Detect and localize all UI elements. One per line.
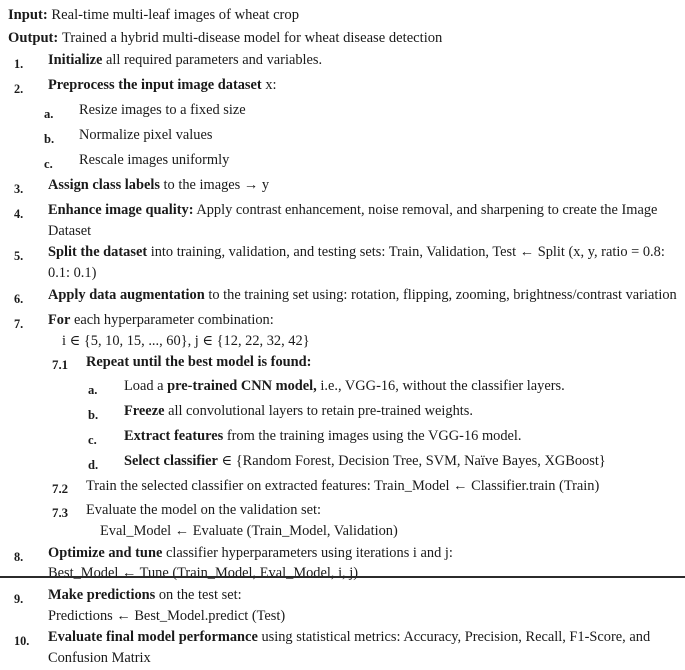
step-body [48,543,681,585]
step-row [4,543,681,585]
step-bold-text: Apply data augmentation [48,286,205,303]
substep-number: 7.3 [52,506,69,521]
step-number: 10. [14,634,30,649]
substep-rest-text: all convolutional layers to retain pre-trained weights. [164,403,473,420]
step-rest-text: into training, validation, and testing sets: Train, Validation, Test ← Split (x, y, ratio = 0.8: 0.1: 0.1) [48,244,665,282]
substep-bold-text: pre-trained CNN model, [167,378,317,395]
input-label: Input: [8,7,48,23]
step-continuation: Best_Model ← Tune (Train_Model, Eval_Model, i, j) [48,565,359,582]
substep-body [79,150,681,172]
substep-body [124,451,681,473]
step-bold-text: Make predictions [48,587,156,604]
step-number: 2. [14,82,24,96]
substep-body [124,426,681,448]
step-row [4,50,681,75]
step-row [4,175,681,200]
substep-body [79,125,681,147]
step-row [4,285,681,310]
step-rest-text: to the images → y [159,177,270,193]
substep-row [4,426,681,451]
step-number: 9. [14,592,24,607]
step-body [48,310,681,352]
step-row [4,200,681,242]
substep-bold-text: Freeze [124,403,165,420]
substep-number: 7.2 [52,482,69,497]
step-rest-text: on the test set: [155,587,242,604]
step-number: 4. [14,207,24,221]
step-body [48,627,681,669]
substep-rest-text: Load a [124,378,168,395]
substep-rest-text: Evaluate the model on the validation set: [86,502,321,519]
step-rest-text: classifier hyperparameters using iterations i and j: [162,544,453,561]
substep-row [4,401,681,426]
substep-rest-text: Train the selected classifier on extracted features: Train_Model ← Classifier.train (Train) [86,478,600,495]
step-bold-text: Split the dataset [48,244,148,261]
substep-body [86,500,681,542]
substep-bold-text: Extract features [124,428,224,445]
input-text: Real-time multi-leaf images of wheat crop [51,7,300,23]
step-number: 1. [14,57,24,71]
substep-rest-text: from the training images using the VGG-16 model. [223,428,522,445]
substep-body [79,100,681,122]
step-bold-text: Enhance image quality: [48,202,194,218]
step-row [4,310,681,352]
substep-rest-text: Resize images to a fixed size [79,102,246,118]
substep-rest-text-2: i.e., VGG-16, without the classifier layers. [316,378,565,395]
substep-rest-text: Normalize pixel values [79,127,213,143]
step-rest-text: each hyperparameter combination: [70,311,274,328]
step-rest-text: x: [261,77,277,93]
substep-bold-text: Repeat until the best model is found: [86,354,312,371]
substep-row [4,451,681,476]
step-body [48,585,681,627]
substep-row [4,100,681,125]
step-rest-text: all required parameters and variables. [102,52,323,68]
step-row [4,627,681,669]
step-continuation: i ∈ {5, 10, 15, ..., 60}, j ∈ {12, 22, 32, 42} [62,332,310,349]
substep-number: c. [88,433,97,448]
step-rest-text: using statistical metrics: Accuracy, Precision, Recall, F1-Score, and Confusion Matrix [48,629,651,667]
substep-number: 7.1 [52,358,69,373]
substep-row [4,376,681,401]
step-body [48,285,681,307]
step-number: 8. [14,549,24,564]
step-bold-text: For [48,311,71,328]
substep-row [4,150,681,175]
substep-rest-text: ∈ {Random Forest, Decision Tree, SVM, Naïve Bayes, XGBoost} [217,453,606,470]
step-bold-text: Preprocess the input image dataset [48,77,262,93]
step-rest-text: to the training set using: rotation, flipping, zooming, brightness/contrast variation [204,286,677,303]
substep-number: a. [88,383,98,398]
substep-body [124,376,681,398]
output-label: Output: [8,30,59,46]
step-row [4,75,681,100]
step-bold-text: Evaluate final model performance [48,629,258,646]
substep-number: b. [88,408,99,423]
step-row [4,585,681,627]
output-text: Trained a hybrid multi-disease model for wheat disease detection [61,30,443,46]
input-row [4,4,685,27]
bottom-rule [0,576,685,578]
substep-number: a. [44,107,54,121]
substep-row [4,476,681,500]
step-rest-text: Apply contrast enhancement, noise removal, and sharpening to create the Image Dataset [48,202,658,239]
substep-row [4,125,681,150]
output-row [4,27,685,50]
step-continuation: Predictions ← Best_Model.predict (Test) [48,607,286,624]
step-number: 5. [14,249,24,264]
step-bold-text: Optimize and tune [48,544,163,561]
step-bold-text: Initialize [48,52,103,68]
substep-number: c. [44,157,53,171]
step-body [48,75,681,97]
substep-row [4,352,681,376]
step-bold-text: Assign class labels [48,177,160,193]
substep-row [4,500,681,542]
step-number: 7. [14,316,24,331]
step-row [4,242,681,284]
step-body [48,200,681,242]
substep-continuation: Eval_Model ← Evaluate (Train_Model, Validation) [100,522,398,539]
substep-body [86,476,681,498]
substep-rest-text: Rescale images uniformly [79,152,230,168]
step-number: 3. [14,182,24,196]
substep-body [86,352,681,374]
step-body [48,50,681,72]
step-body [48,242,681,284]
substep-bold-text: Select classifier [124,453,218,470]
substep-number: d. [88,458,99,473]
substep-body [124,401,681,423]
step-number: 6. [14,291,24,306]
substep-number: b. [44,132,55,146]
step-body [48,175,681,197]
